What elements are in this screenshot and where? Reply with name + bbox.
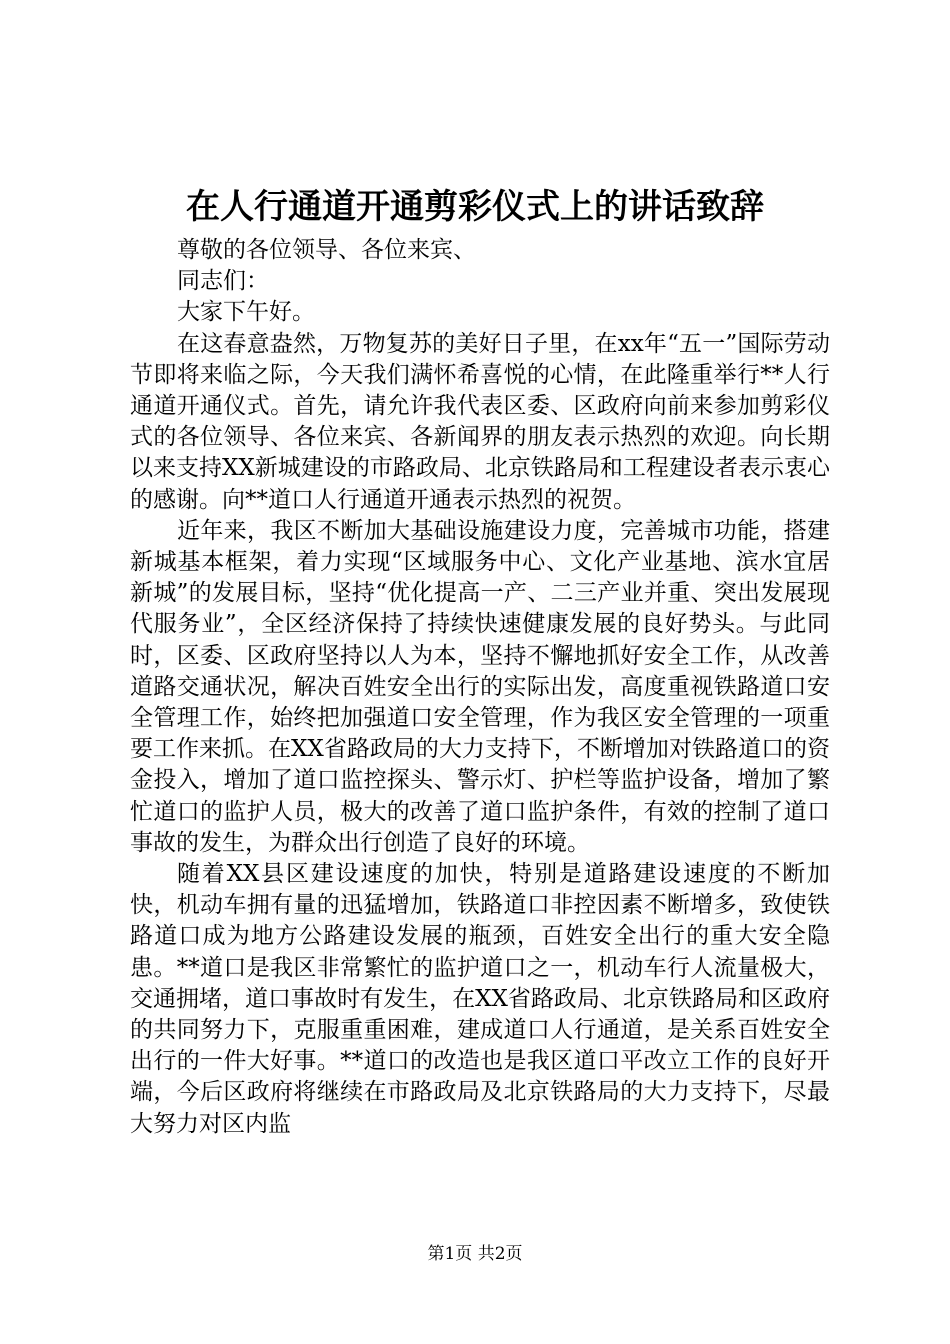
document-title: 在人行通道开通剪彩仪式上的讲话致辞 [186,187,764,227]
body-paragraph: 随着XX县区建设速度的加快，特别是道路建设速度的不断加快，机动车拥有量的迅猛增加，铁路道口非控因素不断增多，致使铁路道口成为地方公路建设发展的瓶颈，百姓安全出行的重大安全隐患。**道口是我区非常繁忙的监护道口之一，机动车行人流量极大，交通拥堵，道口事故时有发生，在XX省路政局、北京铁路局和区政府的共同努力下，克服重重困难，建成道口人行通道，是关系百姓安全出行的一件大好事。**道口的改造也是我区道口平改立工作的良好开端，今后区政府将继续在市路政局及北京铁路局的大力支持下，尽最大努力对区内监 [130,861,830,1137]
body-paragraph: 在这春意盎然，万物复苏的美好日子里，在xx年“五一”国际劳动节即将来临之际，今天我们满怀希喜悦的心情，在此隆重举行**人行通道开通仪式。首先，请允许我代表区委、区政府向前来参加剪彩仪式的各位领导、各位来宾、各新闻界的朋友表示热烈的欢迎。向长期以来支持XX新城建设的市路政局、北京铁路局和工程建设者表示衷心的感谢。向**道口人行通道开通表示热烈的祝贺。 [130,330,830,513]
document-body [130,235,830,1140]
body-paragraph: 近年来，我区不断加大基础设施建设力度，完善城市功能，搭建新城基本框架，着力实现“区域服务中心、文化产业基地、滨水宜居新城”的发展目标，坚持“优化提高一产、二三产业并重、突出发展现代服务业”，全区经济保持了持续快速健康发展的良好势头。与此同时，区委、区政府坚持以人为本，坚持不懈地抓好安全工作，从改善道路交通状况，解决百姓安全出行的实际出发，高度重视铁路道口安全管理工作，始终把加强道口安全管理，作为我区安全管理的一项重要工作来抓。在XX省路政局的大力支持下，不断增加对铁路道口的资金投入，增加了道口监控探头、警示灯、护栏等监护设备，增加了繁忙道口的监护人员，极大的改善了道口监护条件，有效的控制了道口事故的发生，为群众出行创造了良好的环境。 [130,517,830,856]
salutation-line-2: 同志们： [177,268,269,295]
greeting-line: 大家下午好。 [177,299,315,326]
page-number-footer: 第1页 共2页 [427,1244,523,1264]
salutation-line-1: 尊敬的各位领导、各位来宾、 [177,237,476,263]
